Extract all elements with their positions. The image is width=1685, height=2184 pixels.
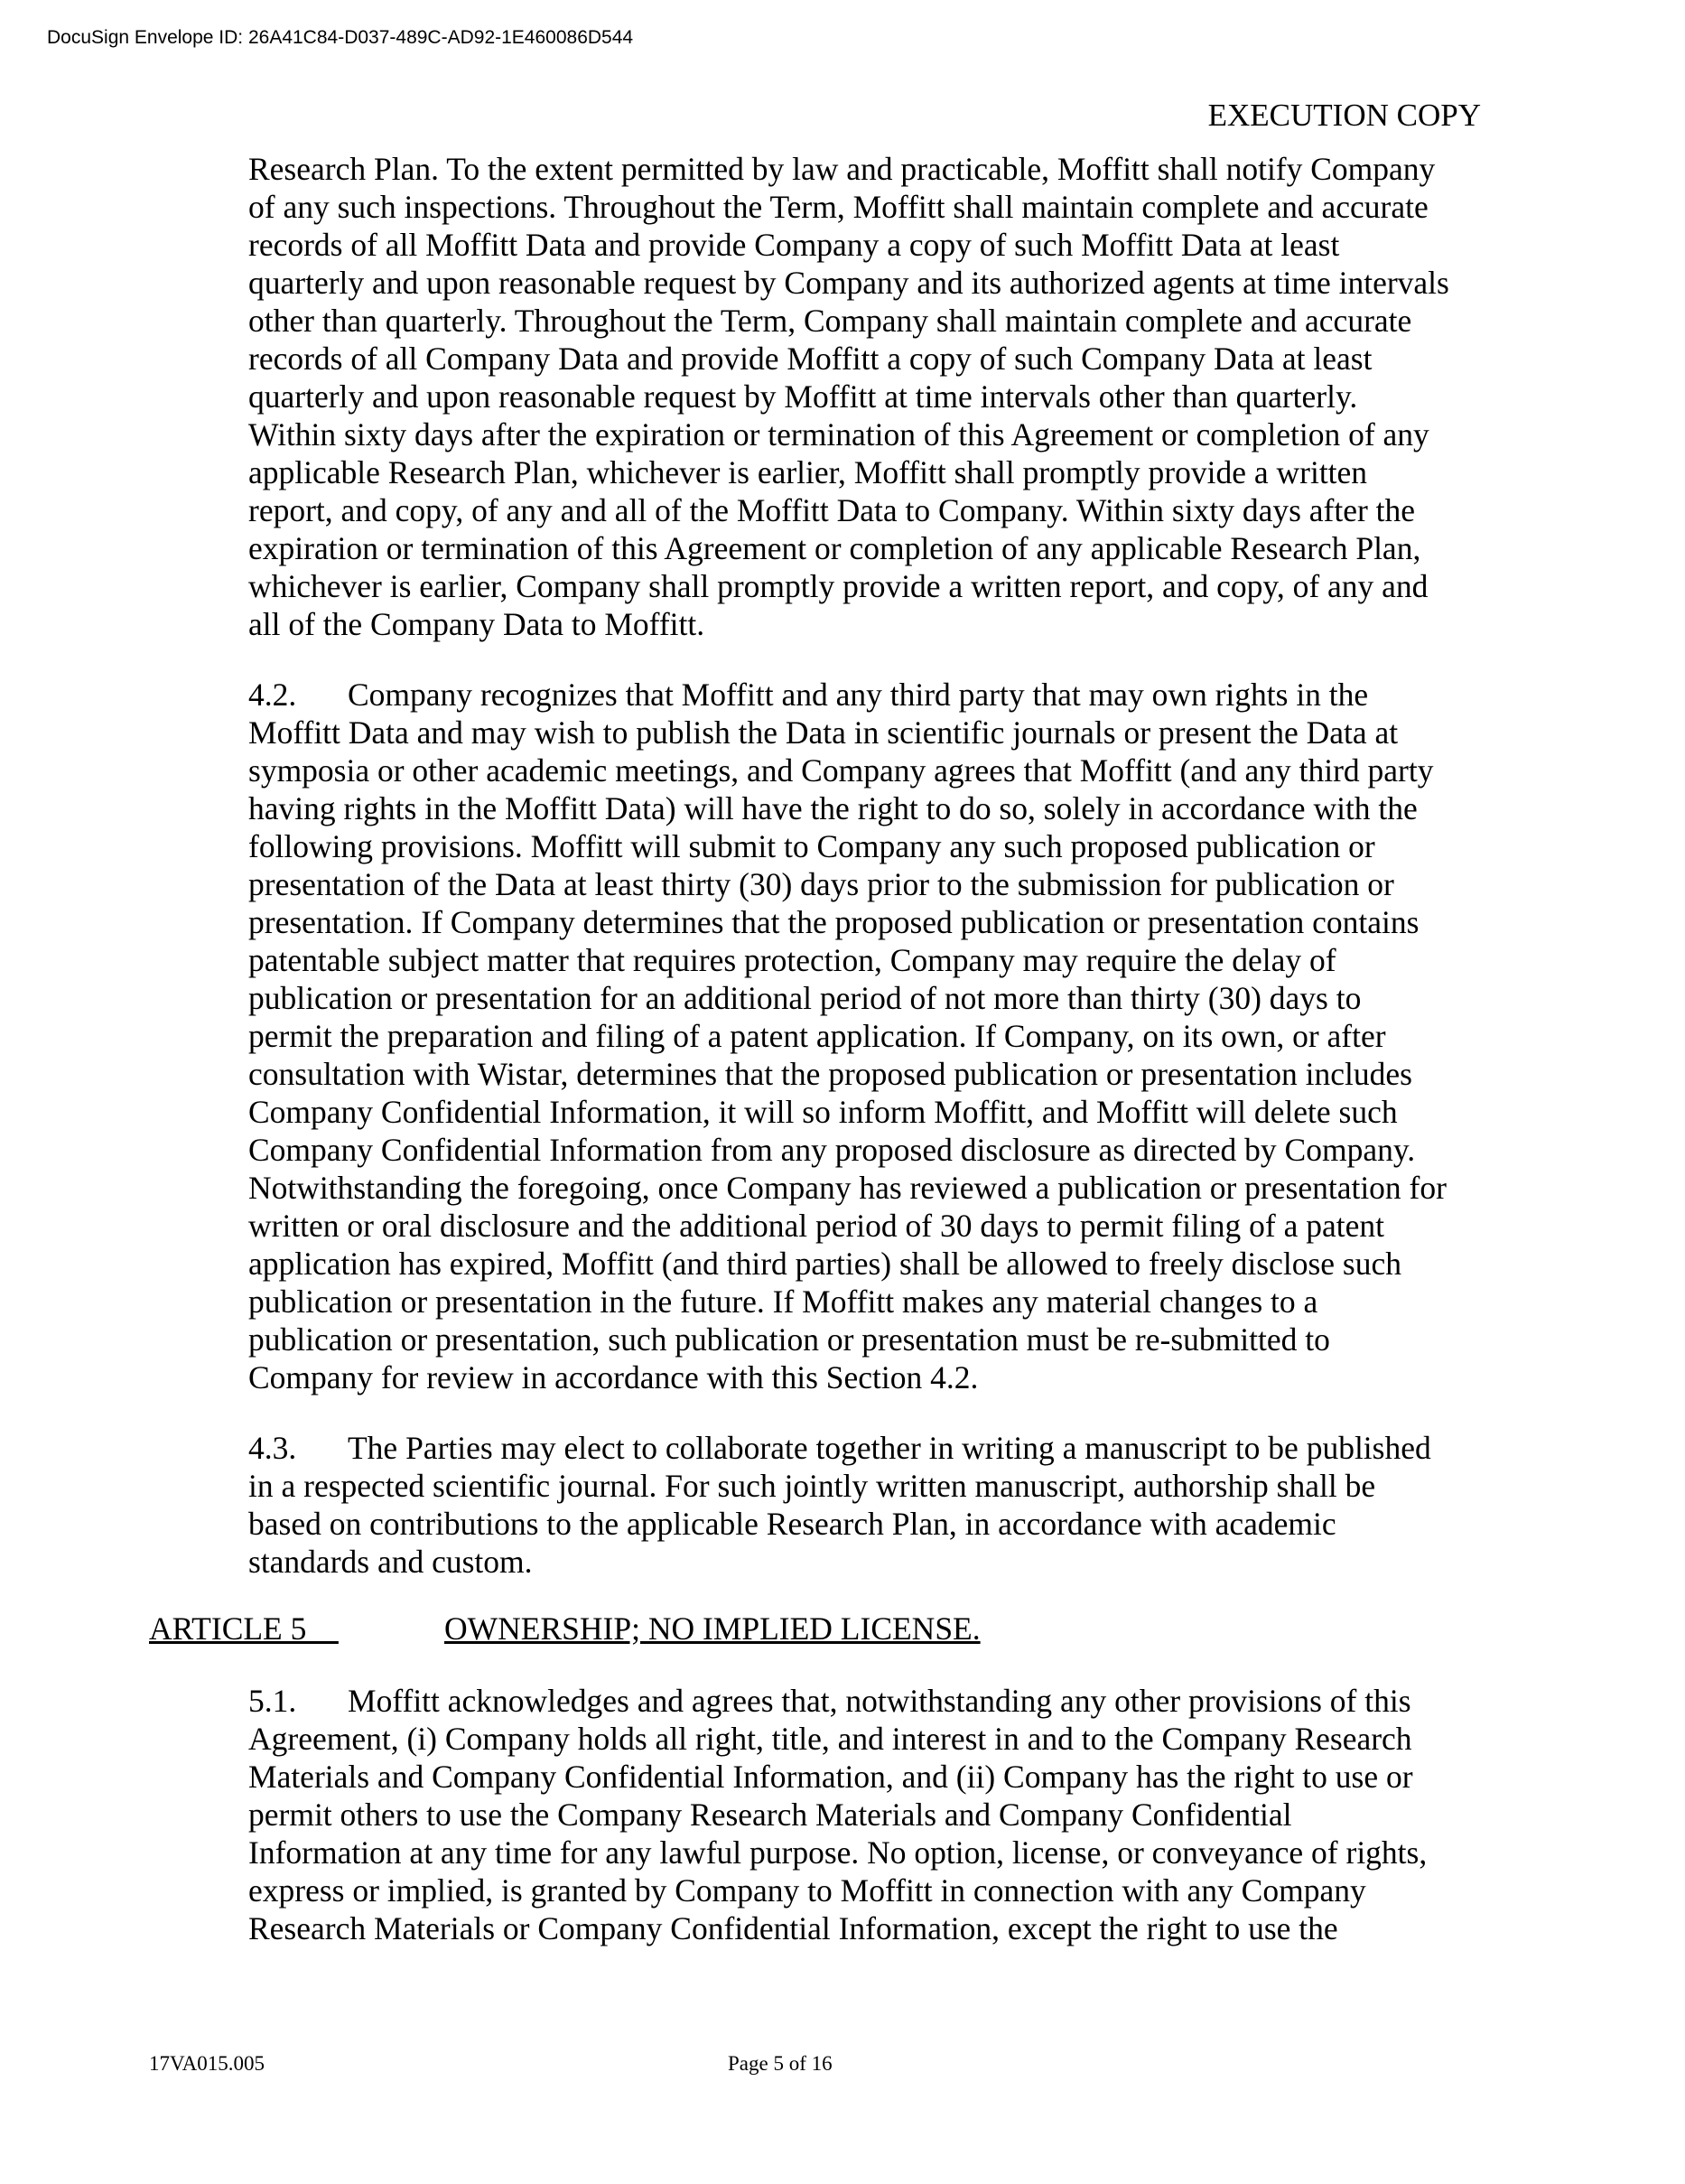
section-number: 4.3.	[248, 1430, 297, 1466]
text-line: symposia or other academic meetings, and Company agrees that Moffitt (and any third party	[248, 752, 1434, 789]
text-line: Within sixty days after the expiration or termination of this Agreement or completion of any	[248, 416, 1429, 453]
text-line: other than quarterly. Throughout the Term, Company shall maintain complete and accurate	[248, 303, 1412, 339]
text-line: Company for review in accordance with this Section 4.2.	[248, 1359, 979, 1395]
text-line: records of all Company Data and provide Moffitt a copy of such Company Data at least	[248, 341, 1373, 377]
text-line: presentation of the Data at least thirty (30) days prior to the submission for publication or	[248, 866, 1394, 902]
text-line: consultation with Wistar, determines that the proposed publication or presentation includes	[248, 1056, 1412, 1092]
text-line: Moffitt acknowledges and agrees that, notwithstanding any other provisions of this	[348, 1683, 1411, 1719]
text-line: whichever is earlier, Company shall promptly provide a written report, and copy, of any and	[248, 568, 1429, 604]
article-5-label: ARTICLE 5	[149, 1610, 339, 1647]
text-line: written or oral disclosure and the additional period of 30 days to permit filing of a patent	[248, 1208, 1384, 1244]
text-line: Company Confidential Information, it will so inform Moffitt, and Moffitt will delete such	[248, 1094, 1398, 1130]
text-line: Moffitt Data and may wish to publish the Data in scientific journals or present the Data at	[248, 714, 1399, 751]
text-line: in a respected scientific journal. For such jointly written manuscript, authorship shall be	[248, 1468, 1376, 1504]
text-line: Research Materials or Company Confidential Information, except the right to use the	[248, 1910, 1338, 1946]
text-line: based on contributions to the applicable Research Plan, in accordance with academic	[248, 1506, 1336, 1542]
text-line: publication or presentation for an additional period of not more than thirty (30) days to	[248, 980, 1362, 1016]
text-line: standards and custom.	[248, 1544, 533, 1580]
text-line: report, and copy, of any and all of the Moffitt Data to Company. Within sixty days after the	[248, 492, 1416, 528]
text-line: publication or presentation in the future. If Moffitt makes any material changes to a	[248, 1283, 1318, 1320]
text-line: presentation. If Company determines that the proposed publication or presentation contains	[248, 904, 1420, 940]
text-line: Company recognizes that Moffitt and any third party that may own rights in the	[348, 677, 1369, 713]
text-line: Materials and Company Confidential Information, and (ii) Company has the right to use or	[248, 1759, 1413, 1795]
text-line: The Parties may elect to collaborate together in writing a manuscript to be published	[348, 1430, 1431, 1466]
text-line: Company Confidential Information from any proposed disclosure as directed by Company.	[248, 1132, 1416, 1168]
text-line: permit the preparation and filing of a patent application. If Company, on its own, or after	[248, 1018, 1386, 1054]
text-line: quarterly and upon reasonable request by Company and its authorized agents at time intervals	[248, 265, 1449, 301]
text-line: of any such inspections. Throughout the Term, Moffitt shall maintain complete and accurate	[248, 189, 1429, 225]
text-line: application has expired, Moffitt (and third parties) shall be allowed to freely disclose such	[248, 1246, 1401, 1282]
section-4-2-first-line	[248, 676, 1368, 714]
footer-page-number: Page 5 of 16	[728, 2052, 833, 2075]
text-line: patentable subject matter that requires protection, Company may require the delay of	[248, 942, 1336, 978]
text-line: expiration or termination of this Agreement or completion of any applicable Research Plan,	[248, 530, 1421, 566]
text-line: all of the Company Data to Moffitt.	[248, 606, 705, 642]
text-line: quarterly and upon reasonable request by Moffitt at time intervals other than quarterly.	[248, 378, 1358, 415]
text-line: express or implied, is granted by Company to Moffitt in connection with any Company	[248, 1872, 1366, 1909]
text-line: applicable Research Plan, whichever is earlier, Moffitt shall promptly provide a written	[248, 454, 1368, 490]
text-line: Agreement, (i) Company holds all right, title, and interest in and to the Company Research	[248, 1721, 1412, 1757]
article-5-title: OWNERSHIP; NO IMPLIED LICENSE.	[444, 1610, 981, 1647]
text-line: Information at any time for any lawful purpose. No option, license, or conveyance of rights,	[248, 1834, 1428, 1871]
text-line: records of all Moffitt Data and provide Company a copy of such Moffitt Data at least	[248, 227, 1340, 263]
section-5-1-first-line	[248, 1682, 1411, 1720]
section-4-3-first-line	[248, 1429, 1431, 1467]
footer-doc-id: 17VA015.005	[149, 2052, 265, 2075]
text-line: permit others to use the Company Research Materials and Company Confidential	[248, 1797, 1292, 1833]
text-line: publication or presentation, such publication or presentation must be re-submitted to	[248, 1321, 1330, 1358]
execution-copy-label: EXECUTION COPY	[1207, 98, 1481, 133]
text-line: having rights in the Moffitt Data) will have the right to do so, solely in accordance with the	[248, 790, 1418, 826]
section-number: 4.2.	[248, 677, 297, 713]
text-line: following provisions. Moffitt will submit to Company any such proposed publication or	[248, 828, 1375, 864]
text-line: Notwithstanding the foregoing, once Company has reviewed a publication or presentation for	[248, 1170, 1447, 1206]
envelope-id: DocuSign Envelope ID: 26A41C84-D037-489C-AD92-1E460086D544	[47, 27, 634, 48]
section-number: 5.1.	[248, 1683, 297, 1719]
text-line: Research Plan. To the extent permitted by law and practicable, Moffitt shall notify Company	[248, 151, 1436, 187]
